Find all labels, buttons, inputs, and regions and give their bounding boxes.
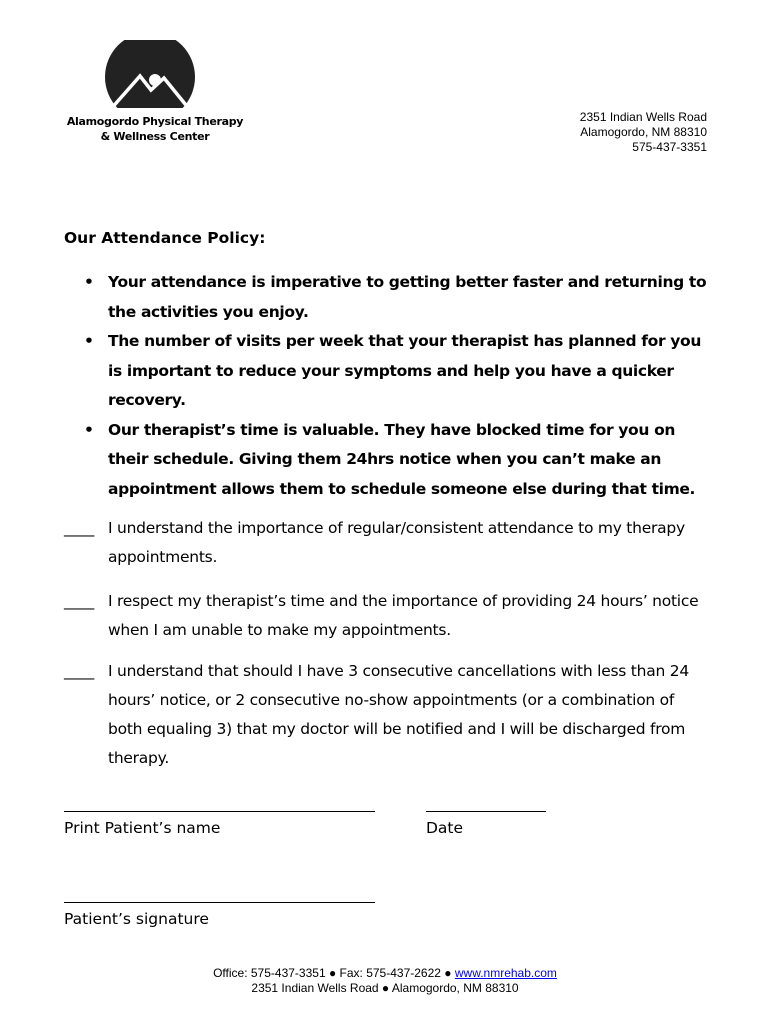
footer-contact — [0, 966, 770, 981]
policy-bullet-text: Our therapist’s time is valuable. They have blocked time for you on their schedule. Giving them 24hrs notice when you can’t make an appointment allows them to schedule someone else during that time. — [108, 420, 696, 498]
clinic-address — [580, 110, 707, 155]
footer-address: 2351 Indian Wells Road ● Alamogordo, NM 88310 — [251, 981, 519, 995]
logo-line-1: Alamogordo Physical Therapy — [66, 115, 244, 128]
acknowledgement-statement — [64, 587, 704, 645]
mountain-sun-logo-icon — [104, 40, 196, 114]
logo-text — [60, 114, 250, 144]
address-phone: 575-437-3351 — [632, 140, 707, 154]
policy-bullet-list — [84, 268, 714, 504]
page-footer — [0, 966, 770, 996]
initials-blank[interactable]: ____ — [64, 519, 94, 537]
address-city: Alamogordo, NM 88310 — [580, 125, 707, 139]
statement-text: I respect my therapist’s time and the importance of providing 24 hours’ notice when I am unable to make my appointments. — [108, 592, 699, 639]
company-logo — [60, 40, 250, 150]
initials-blank[interactable]: ____ — [64, 592, 94, 610]
bullet-icon: • — [84, 420, 94, 439]
policy-bullet — [84, 416, 714, 505]
bullet-icon: • — [84, 332, 94, 350]
bullet-icon: • — [84, 273, 94, 291]
statement-text: I understand that should I have 3 consecutive cancellations with less than 24 hours’ notice, or 2 consecutive no-show appointments (or a combination of both equaling 3) that my doctor will be notified and I will be discharged from therapy. — [108, 662, 689, 767]
acknowledgement-statement — [64, 514, 704, 572]
website-link[interactable]: www.nmrehab.com — [454, 966, 557, 980]
policy-bullet-text: Your attendance is imperative to getting better faster and returning to the activities you enjoy. — [108, 273, 707, 321]
patient-name-line[interactable] — [64, 811, 375, 812]
policy-title: Our Attendance Policy: — [64, 229, 266, 247]
signature-label: Patient’s signature — [64, 910, 209, 928]
policy-bullet — [84, 327, 714, 416]
patient-signature-line[interactable] — [64, 902, 375, 903]
statement-text: I understand the importance of regular/consistent attendance to my therapy appointments. — [108, 519, 685, 566]
footer-office-fax: Office: 575-437-3351 ● Fax: 575-437-2622 ● — [213, 966, 455, 980]
logo-line-2: & Wellness Center — [100, 130, 210, 143]
policy-bullet-text: The number of visits per week that your therapist has planned for you is important to reduce your symptoms and help you have a quicker recovery. — [108, 332, 702, 409]
initials-blank[interactable]: ____ — [64, 662, 94, 680]
address-street: 2351 Indian Wells Road — [579, 110, 707, 124]
date-line[interactable] — [426, 811, 546, 812]
acknowledgement-statement — [64, 657, 704, 773]
policy-bullet — [84, 268, 714, 327]
date-label: Date — [426, 819, 464, 837]
print-name-label: Print Patient’s name — [64, 819, 221, 837]
